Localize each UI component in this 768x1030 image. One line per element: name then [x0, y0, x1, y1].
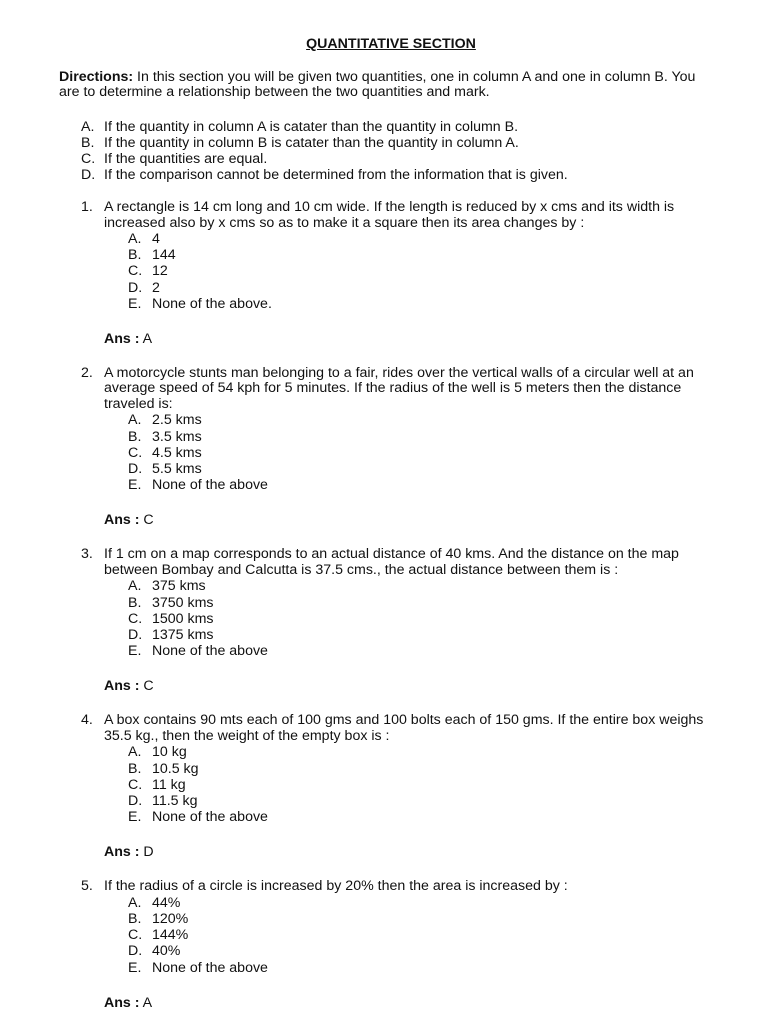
- answer-value: C: [143, 512, 154, 529]
- directions-paragraph: [59, 70, 719, 100]
- legend-letter: A.: [81, 119, 95, 135]
- option-item: [0, 611, 768, 627]
- option-item: [0, 627, 768, 643]
- question-4: [0, 713, 768, 860]
- question-number: 4.: [81, 712, 93, 729]
- option-text: 3.5 kms: [152, 428, 202, 445]
- option-text: 144: [152, 247, 176, 264]
- option-letter: A.: [128, 894, 142, 911]
- option-letter: B.: [128, 760, 142, 777]
- answer-line: [104, 512, 768, 528]
- answer-line: [104, 331, 768, 347]
- option-letter: C.: [128, 776, 143, 793]
- option-letter: E.: [128, 295, 142, 312]
- answer-line: [104, 678, 768, 694]
- option-letter: D.: [128, 626, 143, 643]
- option-text: 1500 kms: [152, 610, 214, 627]
- option-item: [0, 429, 768, 445]
- answer-line: [104, 844, 768, 860]
- option-letter: D.: [128, 461, 143, 477]
- option-letter: C.: [128, 927, 143, 944]
- option-text: 12: [152, 263, 168, 280]
- question-2: [0, 366, 768, 528]
- option-list: [0, 744, 768, 825]
- option-text: 2.5 kms: [152, 412, 202, 429]
- answer-label: Ans :: [104, 512, 140, 529]
- legend-text: If the quantity in column A is catater than the quantity in column B.: [104, 119, 519, 135]
- option-letter: D.: [128, 943, 143, 960]
- option-item: [0, 477, 768, 493]
- option-letter: A.: [128, 744, 142, 761]
- option-text: None of the above: [152, 959, 268, 976]
- option-letter: C.: [128, 263, 143, 280]
- answer-value: C: [143, 678, 154, 695]
- option-item: [0, 809, 768, 825]
- question-text: If 1 cm on a map corresponds to an actual distance of 40 kms. And the distance on the map between Bombay and Calcutta is 37.5 cms., the actual distance between them is :: [104, 546, 679, 578]
- option-text: 120%: [152, 910, 189, 927]
- option-item: [0, 895, 768, 911]
- answer-value: A: [142, 330, 153, 347]
- option-letter: E.: [128, 643, 142, 660]
- option-list: [0, 412, 768, 493]
- legend-letter: D.: [81, 167, 96, 183]
- option-text: 10 kg: [152, 744, 187, 761]
- option-item: [0, 280, 768, 296]
- option-text: 3750 kms: [152, 594, 214, 611]
- question-5: [0, 879, 768, 1010]
- option-text: None of the above.: [152, 295, 272, 312]
- option-item: [0, 296, 768, 312]
- directions-text: In this section you will be given two quantities, one in column A and one in column B. You are to determine a relationship between the two quantities and mark.: [59, 69, 696, 100]
- section-title: QUANTITATIVE SECTION: [306, 36, 476, 52]
- option-item: [0, 595, 768, 611]
- question-3: [0, 547, 768, 694]
- option-text: 375 kms: [152, 578, 206, 595]
- answer-value: D: [143, 844, 154, 861]
- option-list: [0, 895, 768, 976]
- option-item: [0, 777, 768, 793]
- option-list: [0, 578, 768, 659]
- option-text: 1375 kms: [152, 626, 214, 643]
- option-letter: E.: [128, 959, 142, 976]
- option-item: [0, 578, 768, 594]
- option-item: [0, 943, 768, 959]
- option-letter: D.: [128, 792, 143, 809]
- option-text: 2: [152, 279, 160, 296]
- legend-letter: C.: [81, 151, 96, 167]
- answer-label: Ans :: [104, 678, 140, 695]
- option-text: 44%: [152, 894, 181, 911]
- question-text: A box contains 90 mts each of 100 gms and 100 bolts each of 150 gms. If the entire box weighs 35.5 kg., then the weight of the empty box is :: [104, 712, 704, 744]
- answer-label: Ans :: [104, 844, 140, 861]
- legend-text: If the comparison cannot be determined from the information that is given.: [104, 167, 568, 183]
- legend-text: If the quantity in column B is catater than the quantity in column A.: [104, 135, 519, 151]
- option-letter: D.: [128, 279, 143, 296]
- option-text: 4: [152, 231, 160, 247]
- option-text: None of the above: [152, 643, 268, 660]
- option-letter: A.: [128, 578, 142, 595]
- option-letter: A.: [128, 412, 142, 429]
- option-text: 5.5 kms: [152, 461, 202, 477]
- option-letter: E.: [128, 809, 142, 826]
- question-text: A rectangle is 14 cm long and 10 cm wide. If the length is reduced by x cms and its width is increased also by x cms so as to make it a square then its area changes by :: [104, 199, 675, 231]
- legend-item: [0, 151, 768, 167]
- question-number: 1.: [81, 199, 93, 215]
- option-item: [0, 744, 768, 760]
- question-number: 3.: [81, 546, 93, 563]
- option-item: [0, 461, 768, 477]
- option-list: [0, 231, 768, 312]
- answer-label: Ans :: [104, 330, 140, 347]
- option-text: 144%: [152, 927, 189, 944]
- option-item: [0, 927, 768, 943]
- question-list: [0, 200, 768, 1030]
- answer-key-legend: [0, 119, 768, 183]
- question-number: 2.: [81, 364, 93, 381]
- question-1: [0, 200, 768, 347]
- option-text: 11.5 kg: [152, 792, 198, 809]
- option-item: [0, 793, 768, 809]
- option-letter: B.: [128, 428, 142, 445]
- option-letter: C.: [128, 444, 143, 461]
- directions-label: Directions:: [59, 69, 134, 85]
- option-text: 4.5 kms: [152, 444, 202, 461]
- option-item: [0, 445, 768, 461]
- option-text: None of the above: [152, 477, 268, 494]
- option-letter: B.: [128, 247, 142, 264]
- question-text: If the radius of a circle is increased by 20% then the area is increased by :: [104, 878, 568, 895]
- option-letter: B.: [128, 910, 142, 927]
- legend-text: If the quantities are equal.: [104, 151, 268, 167]
- legend-letter: B.: [81, 135, 95, 151]
- answer-value: A: [142, 994, 153, 1011]
- answer-label: Ans :: [104, 994, 140, 1011]
- option-item: [0, 247, 768, 263]
- legend-item: [0, 135, 768, 151]
- question-text: A motorcycle stunts man belonging to a fair, rides over the vertical walls of a circular well at an average speed of 54 kph for 5 minutes. If the radius of the well is 5 meters then the distance traveled is:: [104, 364, 694, 412]
- option-item: [0, 263, 768, 279]
- answer-line: [104, 995, 768, 1011]
- question-number: 5.: [81, 878, 93, 895]
- option-text: 40%: [152, 943, 181, 960]
- option-item: [0, 911, 768, 927]
- option-text: 11 kg: [152, 776, 186, 793]
- option-text: 10.5 kg: [152, 760, 199, 777]
- option-letter: B.: [128, 594, 142, 611]
- option-text: None of the above: [152, 809, 268, 826]
- option-item: [0, 412, 768, 428]
- option-item: [0, 231, 768, 247]
- option-letter: A.: [128, 231, 142, 247]
- option-letter: E.: [128, 477, 142, 494]
- legend-item: [0, 119, 768, 135]
- option-item: [0, 761, 768, 777]
- option-letter: C.: [128, 610, 143, 627]
- option-item: [0, 960, 768, 976]
- option-item: [0, 643, 768, 659]
- legend-item: [0, 167, 768, 183]
